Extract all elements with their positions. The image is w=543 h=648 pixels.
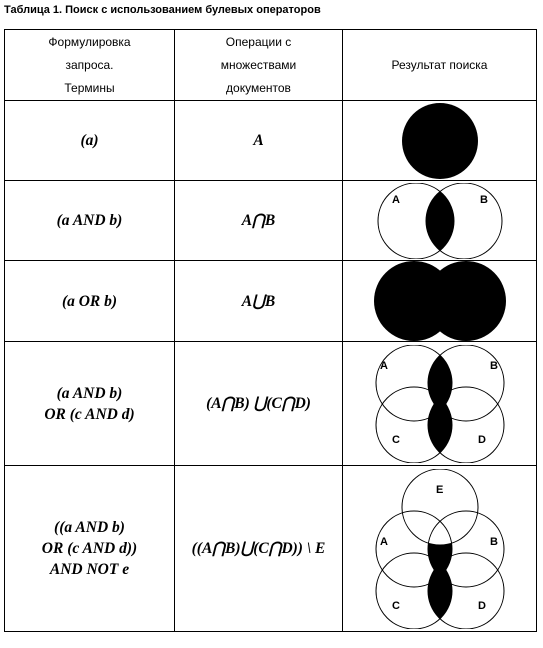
header-row xyxy=(5,30,537,101)
setop-cell: A⋃B xyxy=(175,261,343,342)
venn-label-c: C xyxy=(391,599,400,612)
venn-and-or xyxy=(350,345,530,463)
setop-cell: ((A⋂B)⋃(C⋂D)) \ E xyxy=(175,466,343,632)
term-line: AND NOT e xyxy=(49,561,130,578)
header-result xyxy=(343,30,537,101)
term-line: OR (c AND d)) xyxy=(41,540,138,557)
term-line: OR (c AND d) xyxy=(44,405,135,423)
setop-cell: A xyxy=(175,101,343,181)
header-result-label: Результат поиска xyxy=(391,57,488,72)
table-row xyxy=(5,181,537,261)
venn-or xyxy=(350,261,530,341)
term-cell xyxy=(5,261,175,342)
table-caption: Таблица 1. Поиск с использованием булевых операторов xyxy=(4,4,321,16)
term-cell xyxy=(5,101,175,181)
term-line: (a AND b) xyxy=(56,212,123,229)
header-terms xyxy=(5,30,175,101)
header-terms-line-2: запроса. xyxy=(65,57,114,72)
venn-label-e: E xyxy=(435,483,443,496)
term-cell xyxy=(5,342,175,466)
header-setops-line-2: множествами xyxy=(220,57,297,72)
venn-label-a: A xyxy=(391,193,400,206)
table-row xyxy=(5,342,537,466)
term-line: (a AND b) xyxy=(56,384,123,402)
venn-single-a xyxy=(350,103,530,179)
header-terms-line-3: Термины xyxy=(64,80,115,95)
venn-label-d: D xyxy=(477,599,486,612)
table-row xyxy=(5,466,537,632)
venn-label-a: A xyxy=(379,359,388,372)
setop-cell: A⋂B xyxy=(175,181,343,261)
result-cell xyxy=(343,466,537,632)
table-row xyxy=(5,261,537,342)
venn-circle-b xyxy=(426,261,506,341)
result-cell xyxy=(343,342,537,466)
venn-label-b: B xyxy=(479,193,488,206)
term-line: (a) xyxy=(80,132,99,149)
header-terms-line-1: Формулировка xyxy=(48,34,131,49)
header-setops xyxy=(175,30,343,101)
term-cell xyxy=(5,181,175,261)
venn-label-a: A xyxy=(379,535,388,548)
table-row xyxy=(5,101,537,181)
venn-label-b: B xyxy=(489,535,498,548)
term-line: ((a AND b) xyxy=(54,519,125,536)
venn-label-b: B xyxy=(489,359,498,372)
boolean-operators-table xyxy=(4,29,537,632)
result-cell xyxy=(343,101,537,181)
setop-cell: (A⋂B) ⋃(C⋂D) xyxy=(175,342,343,466)
term-cell xyxy=(5,466,175,632)
header-setops-line-1: Операции с xyxy=(225,34,292,49)
venn-and-or-not xyxy=(350,469,530,629)
venn-and xyxy=(350,183,530,259)
result-cell xyxy=(343,181,537,261)
header-setops-line-3: документов xyxy=(226,80,291,95)
venn-label-c: C xyxy=(391,433,400,446)
venn-label-d: D xyxy=(477,433,486,446)
result-cell xyxy=(343,261,537,342)
venn-circle-a xyxy=(402,103,478,179)
term-line: (a OR b) xyxy=(61,292,118,310)
